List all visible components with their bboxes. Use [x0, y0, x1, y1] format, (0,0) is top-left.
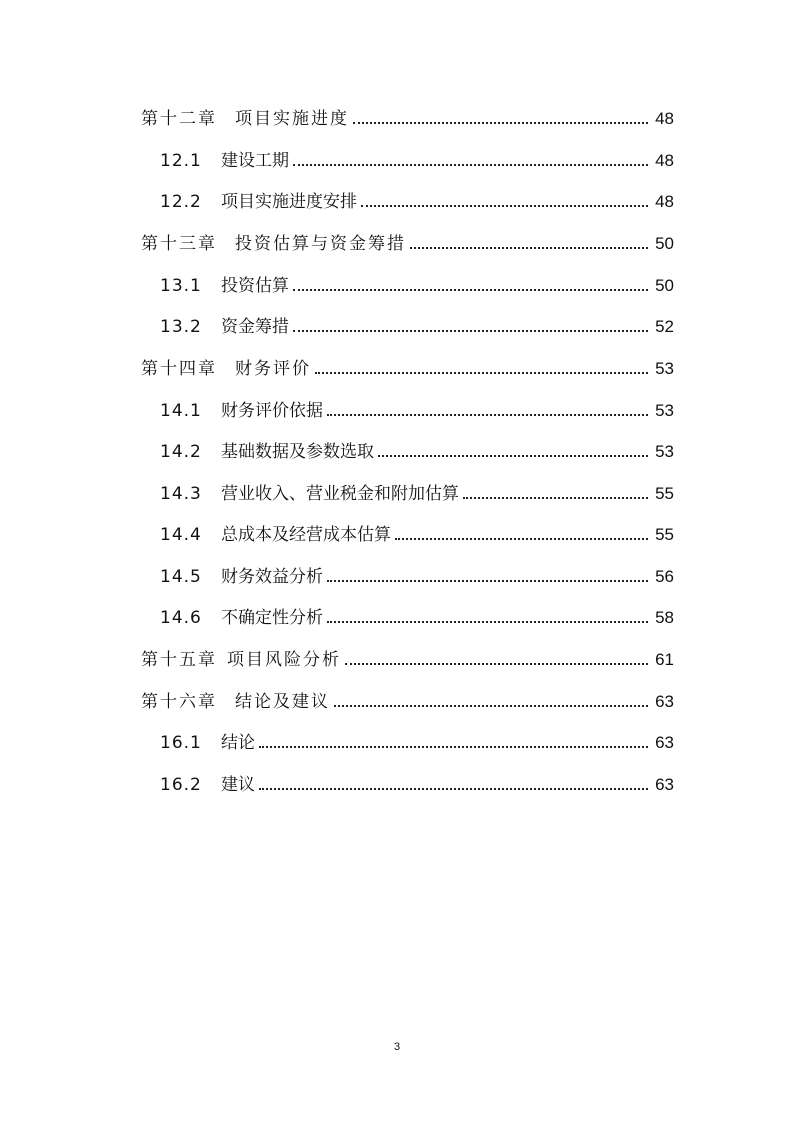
- toc-section-number: 14.1: [160, 401, 202, 421]
- toc-entry-title: 总成本及经营成本估算: [221, 525, 391, 545]
- toc-entry-section-14-6[interactable]: [160, 605, 674, 629]
- dot-leader: [293, 288, 648, 291]
- toc-entry-section-12-2[interactable]: [160, 189, 674, 213]
- toc-entry-section-14-5[interactable]: [160, 564, 674, 588]
- toc-chapter-number: 第十三章: [141, 234, 217, 254]
- toc-section-number: 14.6: [160, 608, 202, 628]
- toc-entry-title: 资金筹措: [221, 317, 289, 337]
- dot-leader: [259, 787, 648, 790]
- dot-leader: [259, 745, 648, 748]
- dot-leader: [353, 121, 648, 124]
- toc-entry-title: 项目实施进度: [235, 109, 349, 129]
- toc-section-number: 16.2: [160, 775, 202, 795]
- toc-chapter-number: 第十五章: [141, 650, 217, 670]
- toc-page-number: 53: [655, 401, 674, 420]
- toc-entry-chapter-15[interactable]: [141, 647, 674, 671]
- toc-page-number: 61: [655, 650, 674, 669]
- footer-page-number: 3: [393, 1041, 401, 1053]
- toc-entry-chapter-16[interactable]: [141, 689, 674, 713]
- toc-page-number: 63: [655, 733, 674, 752]
- toc-section-number: 12.2: [160, 192, 202, 212]
- dot-leader: [315, 371, 648, 374]
- toc-entry-title: 建设工期: [221, 151, 289, 171]
- toc-section-number: 14.4: [160, 525, 202, 545]
- toc-page-number: 53: [655, 359, 674, 378]
- toc-entry-title: 结论: [221, 733, 255, 753]
- toc-page-number: 58: [655, 608, 674, 627]
- toc-entry-section-13-1[interactable]: [160, 273, 674, 297]
- toc-entry-title: 项目实施进度安排: [221, 192, 357, 212]
- dot-leader: [293, 163, 648, 166]
- toc-page-number: 50: [655, 234, 674, 253]
- toc-section-number: 14.2: [160, 442, 202, 462]
- toc-entry-section-14-3[interactable]: [160, 481, 674, 505]
- toc-entry-chapter-13[interactable]: [141, 231, 674, 255]
- toc-entry-title: 投资估算与资金筹措: [235, 234, 406, 254]
- toc-entry-section-16-2[interactable]: [160, 772, 674, 796]
- toc-entry-title: 投资估算: [221, 276, 289, 296]
- toc-entry-section-14-2[interactable]: [160, 439, 674, 463]
- toc-entry-chapter-14[interactable]: [141, 356, 674, 380]
- toc-page-number: 50: [655, 276, 674, 295]
- toc-page-number: 52: [655, 317, 674, 336]
- toc-entry-title: 基础数据及参数选取: [221, 442, 374, 462]
- toc-entry-title: 建议: [221, 775, 255, 795]
- toc-page-number: 63: [655, 775, 674, 794]
- toc-chapter-number: 第十二章: [141, 109, 217, 129]
- toc-page-number: 55: [655, 525, 674, 544]
- toc-entry-title: 营业收入、营业税金和附加估算: [221, 484, 459, 504]
- dot-leader: [345, 662, 648, 665]
- dot-leader: [327, 620, 648, 623]
- toc-section-number: 13.2: [160, 317, 202, 337]
- toc-section-number: 16.1: [160, 733, 202, 753]
- toc-page-number: 63: [655, 692, 674, 711]
- toc-section-number: 12.1: [160, 151, 202, 171]
- toc-page-number: 48: [655, 151, 674, 170]
- dot-leader: [378, 454, 648, 457]
- dot-leader: [327, 413, 648, 416]
- toc-page-number: 56: [655, 567, 674, 586]
- dot-leader: [327, 579, 648, 582]
- toc-page-number: 48: [655, 109, 674, 128]
- toc-entry-section-16-1[interactable]: [160, 730, 674, 754]
- toc-entry-chapter-12[interactable]: [141, 106, 674, 130]
- toc-chapter-number: 第十六章: [141, 692, 217, 712]
- toc-entry-title: 财务评价: [235, 359, 311, 379]
- toc-entry-section-14-4[interactable]: [160, 522, 674, 546]
- dot-leader: [361, 204, 648, 207]
- toc-page-number: 48: [655, 192, 674, 211]
- toc-entry-title: 结论及建议: [235, 692, 330, 712]
- toc-chapter-number: 第十四章: [141, 359, 217, 379]
- dot-leader: [334, 704, 648, 707]
- toc-entry-title: 财务效益分析: [221, 567, 323, 587]
- toc-entry-title: 财务评价依据: [221, 401, 323, 421]
- toc-entry-section-14-1[interactable]: [160, 398, 674, 422]
- toc-entry-section-12-1[interactable]: [160, 148, 674, 172]
- dot-leader: [293, 329, 648, 332]
- dot-leader: [463, 496, 648, 499]
- toc-section-number: 14.5: [160, 567, 202, 587]
- toc-page-number: 55: [655, 484, 674, 503]
- dot-leader: [410, 246, 648, 249]
- toc-section-number: 14.3: [160, 484, 202, 504]
- toc-page-number: 53: [655, 442, 674, 461]
- toc-section-number: 13.1: [160, 276, 202, 296]
- toc-entry-title: 不确定性分析: [221, 608, 323, 628]
- toc-entry-title: 项目风险分析: [227, 650, 341, 670]
- dot-leader: [395, 537, 648, 540]
- toc-entry-section-13-2[interactable]: [160, 314, 674, 338]
